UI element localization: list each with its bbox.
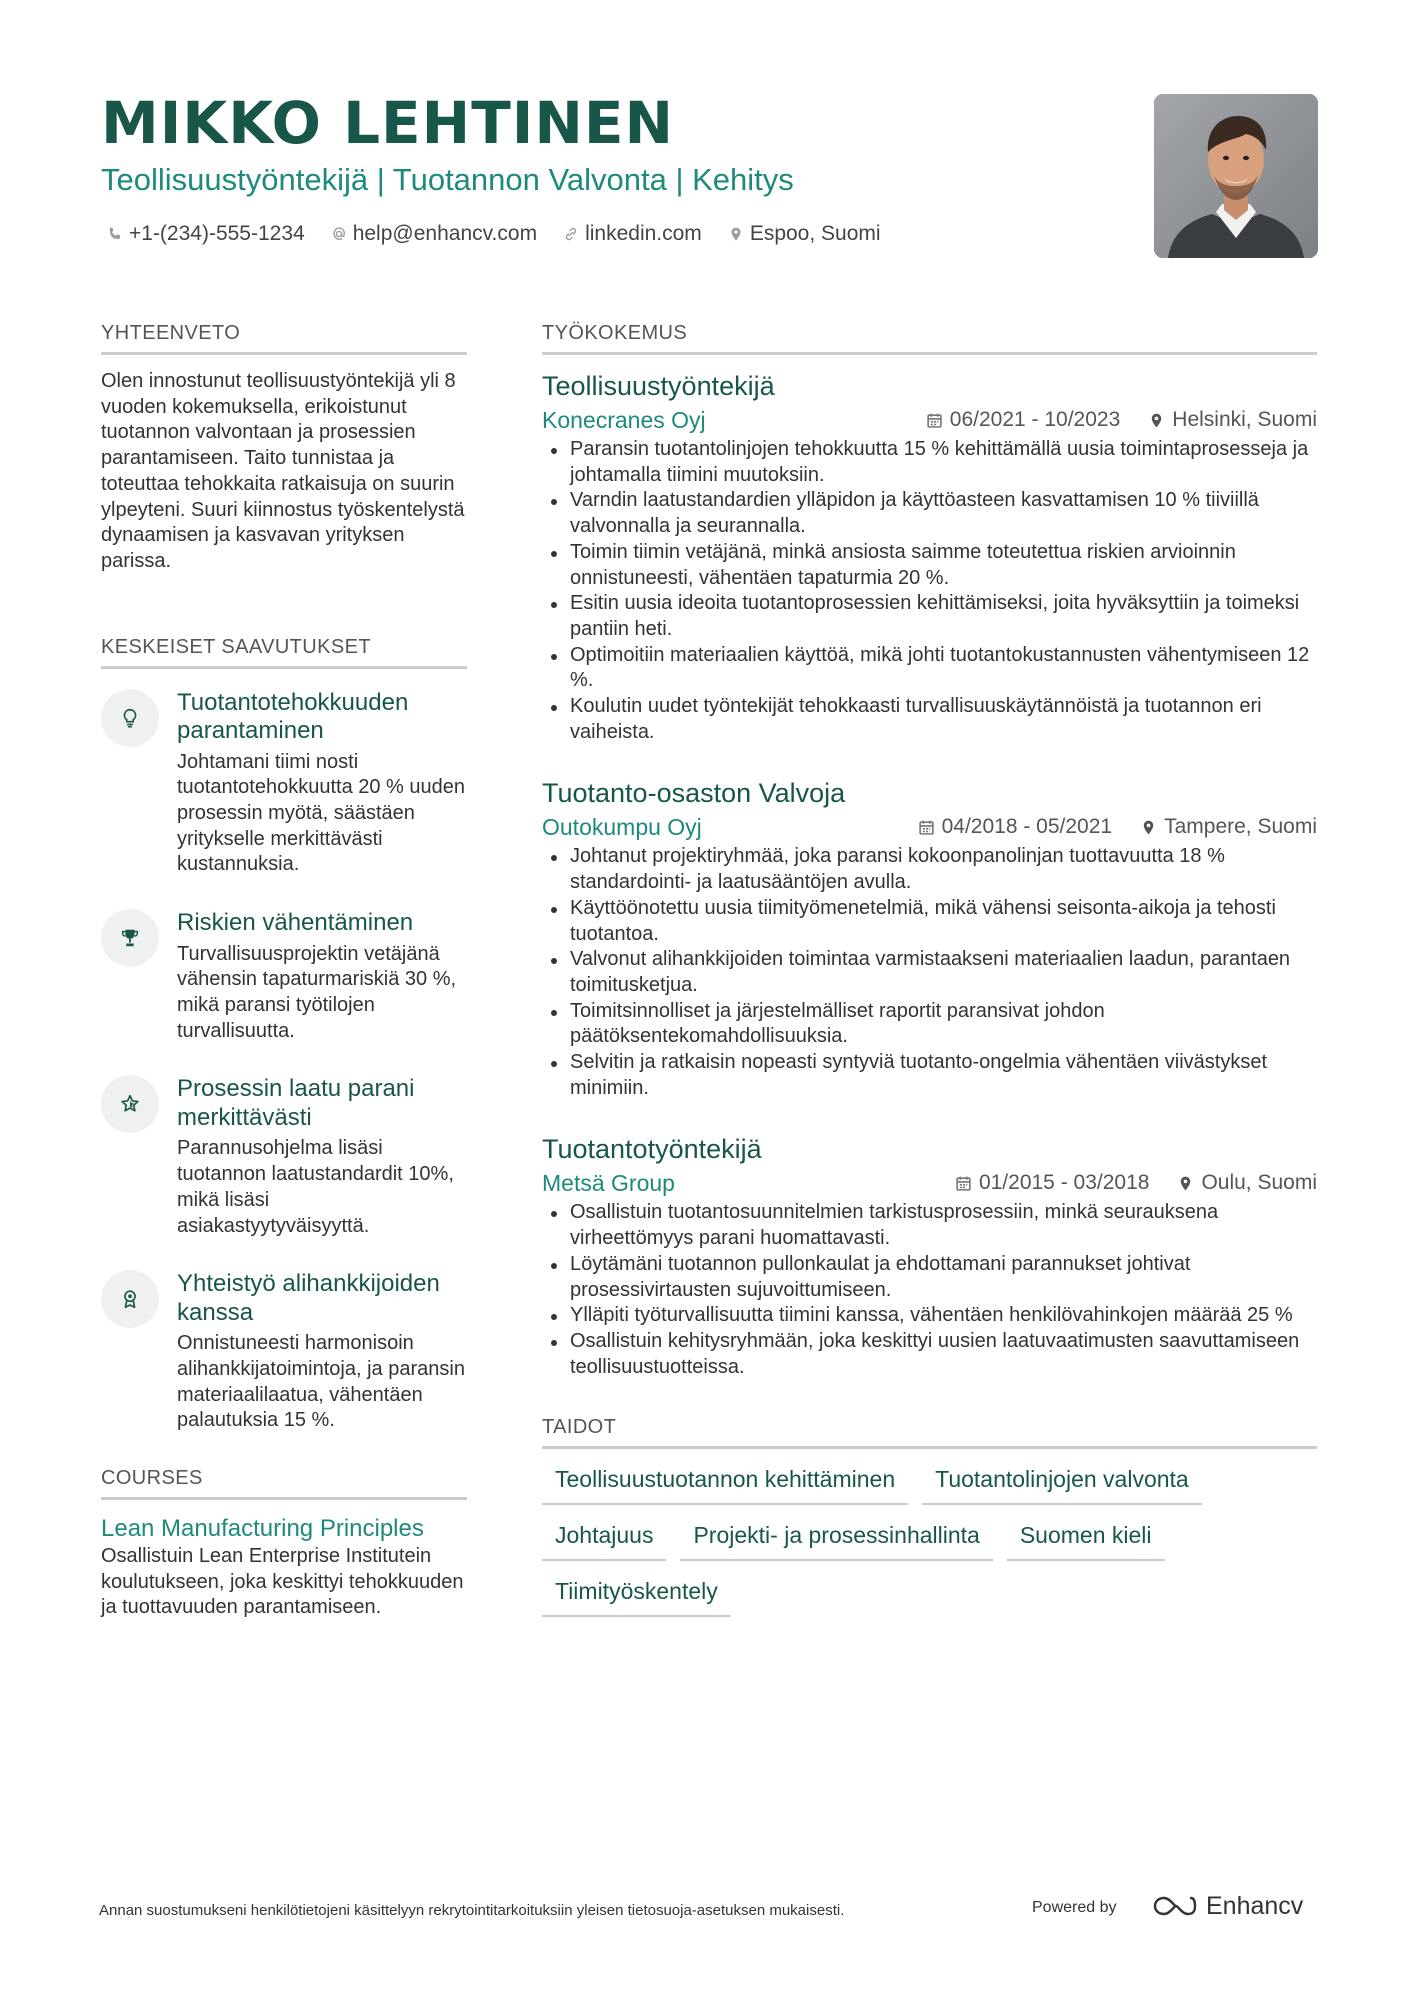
job-title: Tuotantotyöntekijä [542,1134,762,1165]
job-bullet: Löytämäni tuotannon pullonkaulat ja ehdottamani parannukset johtivat prosessivirtausten sujuvoittumiseen. [570,1252,1317,1303]
skills-list [542,1463,1317,1631]
achievement-icon-wrap [101,909,159,967]
job-bullet: Esitin uusia ideoita tuotantoprosessien kehittämiseksi, joita hyväksyttiin ja toimeksi pantiin heti. [570,591,1317,642]
job-bullets [542,844,1317,1101]
job-bullet: Selvitin ja ratkaisin nopeasti syntyviä tuotanto-ongelmia vähentäen viivästykset minimiin. [570,1050,1317,1101]
award-icon [119,1288,141,1310]
contact-email[interactable] [331,219,537,249]
calendar-icon [918,819,935,836]
contact-location [728,219,881,249]
location-icon [1177,1175,1194,1192]
contact-linkedin-text: linkedin.com [585,222,702,245]
skill-tag: Teollisuustuotannon kehittäminen [542,1463,908,1505]
skill-tag: Suomen kieli [1007,1519,1165,1561]
right-column [542,320,1317,1631]
skill-tag: Johtajuus [542,1519,666,1561]
job-bullet: Käyttöönotettu uusia tiimityömenetelmiä, mikä vähensi seisonta-aikoja ja tehosti tuotantoa. [570,896,1317,947]
job-meta [542,405,1317,435]
contact-phone-text: +1-(234)-555-1234 [129,222,305,245]
achievement-title: Prosessin laatu parani merkittävästi [177,1075,415,1131]
job-location: Oulu, Suomi [1201,1171,1317,1195]
achievement-item [101,1270,467,1434]
job-bullet: Johtanut projektiryhmää, joka paransi kokoonpanolinjan tuottavuutta 18 % standardointi- ja laatusääntöjen avulla. [570,844,1317,895]
enhancv-logo[interactable] [1152,1890,1303,1922]
skill-tag: Tiimityöskentely [542,1575,731,1617]
job-location: Helsinki, Suomi [1172,408,1317,431]
achievement-item [101,689,467,879]
calendar-icon [955,1175,972,1192]
achievement-title: Yhteistyö alihankkijoiden kanssa [177,1270,440,1326]
achievement-item [101,909,467,1044]
job-bullets [542,1200,1317,1380]
portrait-image [1154,94,1318,258]
contact-location-text: Espoo, Suomi [749,222,881,245]
skills-section [542,1414,1317,1631]
skill-tag: Tuotantolinjojen valvonta [922,1463,1202,1505]
at-icon [331,226,347,242]
candidate-headline: Teollisuustyöntekijä | Tuotannon Valvonta | Kehitys [101,162,794,197]
job-entry [542,776,1317,1101]
achievement-desc: Turvallisuusprojektin vetäjänä vähensin tapaturmariskiä 30 %, mikä paransi työtilojen turvallisuutta. [177,942,457,1042]
summary-section [101,320,467,575]
courses-section [101,1465,467,1621]
summary-text: Olen innostunut teollisuustyöntekijä yli 8 vuoden kokemuksella, erikoistunut tuotannon valvontaan ja prosessien parantamiseen. Taito tunnistaa ja toteuttaa tehokkaita ratkaisuja on suurin ylpeyteni. Suuri kiinnostus työskentelystä dynaamisen ja kasvavan yrityksen parissa. [101,370,465,572]
contact-email-text: help@enhancv.com [352,222,538,245]
course-desc: Osallistuin Lean Enterprise Institutein koulutukseen, joka keskittyi tehokkuuden ja tuottavuuden parantamiseen. [101,1545,464,1619]
skills-heading: TAIDOT [542,1414,1317,1449]
candidate-name: MIKKO LEHTINEN [101,89,675,157]
location-icon [1148,412,1165,429]
achievements-section [101,634,467,1434]
link-icon [563,226,579,242]
job-bullet: Ylläpiti työturvallisuutta tiimini kanssa, vähentäen henkilövahinkojen määrää 25 % [570,1303,1317,1329]
contact-linkedin[interactable] [563,219,702,249]
job-title: Tuotanto-osaston Valvoja [542,778,846,809]
achievement-item [101,1075,467,1239]
job-meta [542,812,1317,842]
achievement-desc: Onnistuneesti harmonisoin alihankkijatoimintoja, ja paransin materiaalilaatua, vähentäen palautuksia 15 %. [177,1332,465,1432]
summary-heading: YHTEENVETO [101,320,467,355]
powered-by-label: Powered by [1032,1899,1117,1916]
job-entry [542,369,1317,745]
contact-phone [107,219,305,249]
job-location: Tampere, Suomi [1164,815,1317,839]
job-meta [542,1168,1317,1198]
contact-bar [107,219,881,249]
job-dates: 04/2018 - 05/2021 [941,815,1113,839]
job-bullet: Toimin tiimin vetäjänä, minkä ansiosta saimme toteutettua riskien arvioinnin onnistuneesti, vähentäen tapaturmia 20 %. [570,540,1317,591]
job-company: Konecranes Oyj [542,407,706,433]
job-bullet: Koulutin uudet työntekijät tehokkaasti turvallisuuskäytännöistä ja tuotannon eri vaiheista. [570,694,1317,745]
achievement-desc: Johtamani tiimi nosti tuotantotehokkuutta 20 % uuden prosessin myötä, säästäen yritykselle merkittävästi kustannuksia. [177,750,466,876]
achievement-title: Riskien vähentäminen [177,909,414,937]
trophy-icon [119,927,141,949]
job-bullet: Varndin laatustandardien ylläpidon ja käyttöasteen kasvattamisen 10 % tiiviillä valvonnalla ja seurannalla. [570,488,1317,539]
left-column [101,320,467,1621]
profile-photo [1154,94,1318,258]
gdpr-consent: Annan suostumukseni henkilötietojeni käsittelyyn rekrytointitarkoituksiin yleisen tietosuoja-asetuksen mukaisesti. [99,1902,845,1919]
lightbulb-icon [119,707,141,729]
job-dates: 01/2015 - 03/2018 [978,1171,1150,1195]
job-dates: 06/2021 - 10/2023 [949,408,1121,431]
achievements-heading: KESKEISET SAAVUTUKSET [101,634,467,669]
experience-list [542,369,1317,1380]
job-title: Teollisuustyöntekijä [542,371,775,401]
job-bullet: Osallistuin tuotantosuunnitelmien tarkistusprosessiin, minkä seurauksena virheettömyys parani huomattavasti. [570,1200,1317,1251]
achievement-title: Tuotantotehokkuuden parantaminen [177,688,409,745]
job-entry [542,1132,1317,1380]
job-bullets [542,437,1317,745]
job-company: Metsä Group [542,1170,675,1197]
location-icon [1140,819,1157,836]
enhancv-logo-icon [1152,1893,1198,1919]
location-icon [728,226,744,242]
skill-tag: Projekti- ja prosessinhallinta [680,1519,992,1561]
job-bullet: Valvonut alihankkijoiden toimintaa varmistaakseni materiaalien laadun, parantaen toimitusketjua. [570,947,1317,998]
job-bullet: Optimoitiin materiaalien käyttöä, mikä johti tuotantokustannusten vähentymiseen 12 %. [570,643,1317,694]
phone-icon [107,226,123,242]
job-company: Outokumpu Oyj [542,814,702,841]
job-bullet: Paransin tuotantolinjojen tehokkuutta 15 % kehittämällä uusia toimintaprosesseja ja johtamalla tiimini muutoksiin. [570,437,1317,488]
courses-heading: COURSES [101,1465,467,1500]
achievement-icon-wrap [101,1075,159,1133]
star-icon [119,1093,141,1115]
course-title: Lean Manufacturing Principles [101,1515,424,1543]
experience-heading: TYÖKOKEMUS [542,320,1317,355]
calendar-icon [926,412,943,429]
achievement-icon-wrap [101,1270,159,1328]
job-bullet: Osallistuin kehitysryhmään, joka keskittyi uusien laatuvaatimusten saavuttamiseen teollisuustuotteissa. [570,1329,1317,1380]
achievement-desc: Parannusohjelma lisäsi tuotannon laatustandardit 10%, mikä lisäsi asiakastyytyväisyyttä. [177,1137,454,1237]
enhancv-brand-text: Enhancv [1206,1892,1304,1920]
achievement-icon-wrap [101,689,159,747]
job-bullet: Toimitsinnolliset ja järjestelmälliset raportit paransivat johdon päätöksentekomahdollisuuksia. [570,999,1317,1050]
